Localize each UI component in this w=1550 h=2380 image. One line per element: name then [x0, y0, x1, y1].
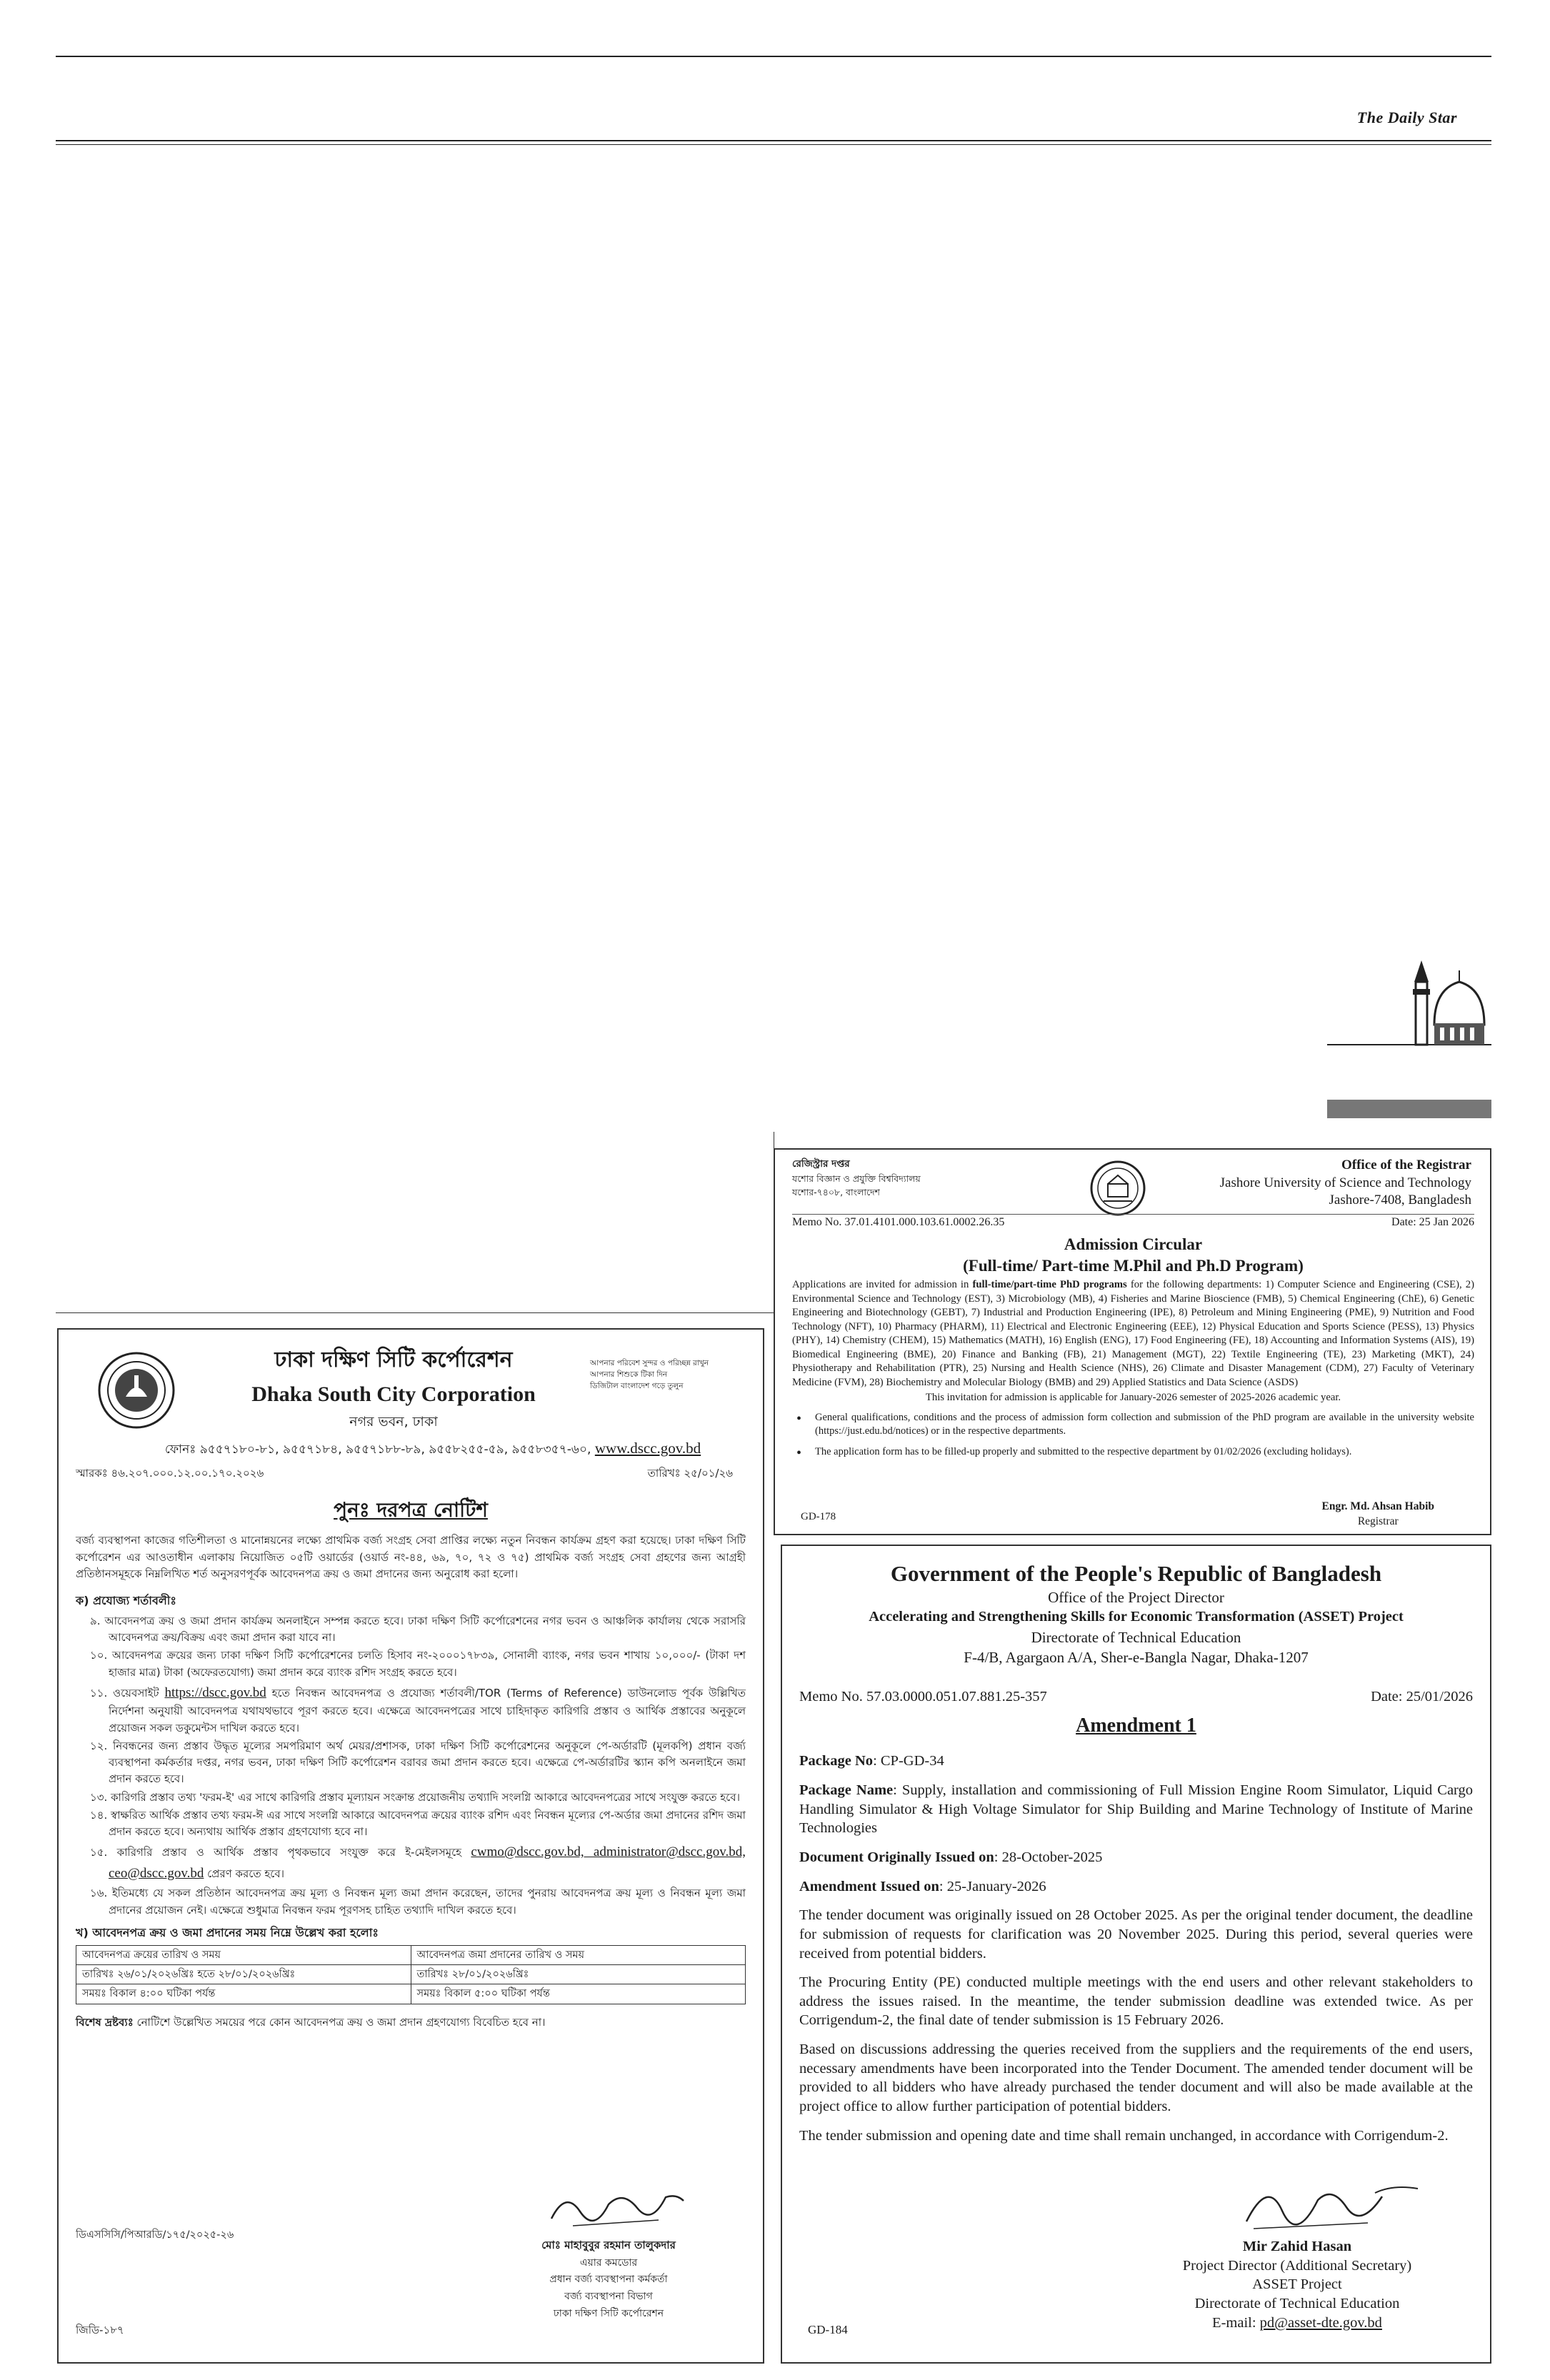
dscc-intro: বর্জ্য ব্যবস্থাপনা কাজের গতিশীলতা ও মানোন্নয়নের লক্ষ্যে প্রাথমিক বর্জ্য সংগ্রহ সেবা প্রাপ্তির লক্ষ্যে নতুন নিবন্ধন কার্যক্রম গ্রহণ করা হয়েছে। ঢাকা দক্ষিণ সিটি কর্পোরেশন এর আওতাধীন এলাকায় নিয়োজিত ০৫টি ওয়ার্ডের (ওয়ার্ড নং-৪৪, ৬৯, ৭০, ৭২ ও ৭৫) প্রাথমিক বর্জ্য সংগ্রহ সেবা গ্রহণের জন্য আগ্রহী প্রতিষ্ঠানসমূহকে নিম্নলিখিত শর্ত অনুসরণপূর্বক আবেদনপত্র ক্রয় ও জমা প্রদানের জন্য অনুরোধ করা হলো।	[76, 1534, 746, 1580]
table-cell: তারিখঃ ২৮/০১/২০২৬খ্রিঃ	[411, 1965, 746, 1984]
dscc-condition-11-link[interactable]: https://dscc.gov.bd	[164, 1684, 266, 1700]
just-title-block	[792, 1234, 1474, 1277]
asset-package-no-label: Package No	[799, 1753, 874, 1769]
just-bullets	[792, 1411, 1474, 1460]
just-body-rest: for the following departments: 1) Computer Science and Engineering (CSE), 2) Environmental Science and Technology (EST), 3) Microbiology (MB), 4) Fisheries and Marine Bioscience (FMB), 5) Chemical Engineering (ChE), 6) Genetic Engineering and Biotechnology (GEBT), 7) Industrial and Production Engineering (IPE), 8) Petroleum and Mining Engineering (PME), 9) Nutrition and Food Technology (NFT), 10) Pharmacy (PHARM), 11) Electrical and Electronic Engineering (EEE), 12) Physical Education and Sports Science (PESS), 13) Physics (PHY), 14) Chemistry (CHEM), 15) Mathematics (MATH), 16) English (ENG), 17) Food Engineering (FE), 18) Accounting and Information Systems (AIS), 19) Biomedical Engineering (BME), 20) Finance and Banking (FB), 21) Management (MGT), 22) Textile Engineering (TE), 23) Marketing (MKT), 24) Physiotherapy and Rehabilitation (PTR), 25) Nursing and Health Science (NHS), 26) Climate and Disaster Management (CDM), 27) Faculty of Veterinary Medicine (FVM), 28) Biochemistry and Molecular Biology (BMB) and 29) Applied Statistics and Data Science (ASDS)	[792, 1279, 1475, 1388]
asset-package-no-value: : CP-GD-34	[873, 1753, 944, 1769]
asset-amendment-title: Amendment 1	[1076, 1714, 1196, 1737]
table-cell: সময়ঃ বিকাল ৪:০০ ঘটিকা পর্যন্ত	[76, 1984, 411, 2004]
dscc-seal-icon	[97, 1351, 176, 1430]
just-header-en-title: Office of the Registrar	[1341, 1158, 1471, 1173]
asset-amendment-ad	[781, 1545, 1491, 2364]
dscc-condition	[76, 1842, 746, 1884]
asset-package-name-value: : Supply, installation and commissioning of Full Mission Engine Room Simulator, Liquid Cargo Handling Simulator & High Voltage Simulator for Ship Building and Marine Technology of Institute of Marine Technologies	[799, 1782, 1474, 1837]
just-body-intro: Applications are invited for admission in	[792, 1279, 969, 1290]
mosque-icon	[1327, 960, 1491, 1103]
asset-directorate: Directorate of Technical Education	[1031, 1628, 1241, 1646]
dscc-schedule-table	[76, 1945, 746, 2004]
dscc-notice-title: পুনঃ দরপত্র নোটিশ	[334, 1498, 488, 1522]
signature-icon	[544, 2176, 687, 2233]
dscc-special-label: বিশেষ দ্রষ্টব্যঃ	[76, 2015, 134, 2029]
just-header-en-line1: Jashore University of Science and Technology	[1219, 1175, 1471, 1190]
just-memo: Memo No. 37.01.4101.000.103.61.0002.26.35	[792, 1216, 1005, 1228]
asset-doc-issued-value: : 28-October-2025	[994, 1849, 1103, 1865]
asset-signer: Mir Zahid Hasan	[1242, 2239, 1352, 2254]
table-row	[76, 1965, 746, 1984]
table-cell: তারিখঃ ২৬/০১/২০২৬খ্রিঃ হতে ২৮/০১/২০২৬খ্রিঃ	[76, 1965, 411, 1984]
asset-memo: Memo No. 57.03.0000.051.07.881.25-357	[799, 1689, 1047, 1705]
dscc-condition-15-label: ১৫. কারিগরি প্রস্তাব ও আর্থিক প্রস্তাব পৃথকভাবে সংযুক্ত করে ই-মেইলসমূহে	[90, 1846, 461, 1859]
dscc-phone-line	[119, 1437, 747, 1460]
asset-address: F-4/B, Agargaon A/A, Sher-e-Bangla Nagar, Dhaka-1207	[964, 1649, 1309, 1667]
dscc-header	[76, 1344, 746, 1490]
just-gd-number: GD-178	[801, 1511, 836, 1522]
gray-bar	[1327, 1100, 1491, 1118]
dscc-slogan-line: আপনার পরিবেশ সুন্দর ও পরিচ্ছন্ন রাখুন	[590, 1359, 709, 1367]
just-bullet-2: • The application form has to be filled-up properly and submitted to the respective department by 01/02/2026 (excluding holidays).	[815, 1445, 1474, 1459]
dscc-signature	[544, 2176, 687, 2233]
just-body-bold: full-time/part-time PhD programs	[972, 1279, 1127, 1290]
dscc-special-text: নোটিশে উল্লেখিত সময়ের পরে কোন আবেদনপত্র ক্রয় ও জমা প্রদান গ্রহণযোগ্য বিবেচিত হবে না।	[136, 2015, 546, 2029]
just-bullet-1: • General qualifications, conditions and the process of admission form collection and submission of the PhD program are available in the university website (https://just.edu.bd/notices) or in the respective departments.	[815, 1411, 1474, 1439]
asset-package-no	[799, 1752, 1473, 1771]
dscc-condition-11-label: ১১. ওয়েবসাইট	[90, 1686, 159, 1699]
asset-date: Date: 25/01/2026	[1371, 1689, 1473, 1705]
asset-email-link[interactable]: pd@asset-dte.gov.bd	[1259, 2314, 1382, 2331]
asset-doc-issued	[799, 1848, 1473, 1867]
asset-doc-issued-label: Document Originally Issued on	[799, 1849, 994, 1865]
asset-paragraph: Based on discussions addressing the queries received from the suppliers and the requirements of the end users, necessary amendments have been incorporated into the Tender Document. The amended tender document will be provided to all bidders who have already purchased the tender document and will also be made available at the project office to allow further participation of potential bidders.	[799, 2042, 1473, 2115]
just-date: Date: 25 Jan 2026	[1391, 1216, 1474, 1228]
table-row	[76, 1984, 746, 2004]
dscc-signer-line: ঢাকা দক্ষিণ সিটি কর্পোরেশন	[553, 2307, 664, 2319]
asset-email-label: E-mail:	[1212, 2314, 1256, 2331]
dscc-condition: ১৬. ইতিমধ্যে যে সকল প্রতিষ্ঠান আবেদনপত্র ক্রয় মূল্য ও নিবন্ধন মূল্য জমা প্রদান করেছেন, তাদের পুনরায় আবেদনপত্র ক্রয় মূল্য ও নিবন্ধন মূল্য জমা প্রদানের প্রয়োজন নেই। এক্ষেত্রে শুধুমাত্র নিবন্ধন ফরম পূরণসহ চাহিত তথ্যাদি দাখিল করতে হবে।	[90, 1887, 746, 1917]
header-rule-thin	[56, 144, 1491, 145]
asset-signer-project: ASSET Project	[1252, 2276, 1342, 2293]
dscc-title-bangla: ঢাকা দক্ষিণ সিটি কর্পোরেশন	[274, 1347, 513, 1372]
dscc-condition-15-rest: প্রেরণ করতে হবে।	[207, 1867, 284, 1880]
just-note: This invitation for admission is applicable for January-2026 semester of 2025-2026 academic year.	[925, 1392, 1341, 1404]
masthead: The Daily Star	[1356, 109, 1457, 126]
just-signer-role: Registrar	[1357, 1515, 1399, 1527]
just-signature-block	[1321, 1500, 1434, 1530]
dscc-condition: ১৪. স্বাক্ষরিত আর্থিক প্রস্তাব তথ্য ফরম-ঈ এর সাথে সংলগ্নি আকারে আবেদনপত্র ক্রয়ের ব্যাংক রশিদ এবং নিবন্ধন মূল্যের পে-অর্ডার জমা প্রদানের রশিদ জমা প্রদান করতে হবে। অন্যথায় আর্থিক প্রস্তাব গ্রহণযোগ্য হবে না।	[90, 1808, 746, 1839]
just-header-bn-title: রেজিস্ট্রার দপ্তর	[792, 1158, 850, 1170]
just-header-bangla	[792, 1157, 1064, 1200]
signature-icon	[1239, 2171, 1425, 2236]
dscc-signer-line: এয়ার কমডোর	[579, 2256, 638, 2269]
asset-signer-role: Project Director (Additional Secretary)	[1182, 2257, 1412, 2274]
header-rule	[56, 140, 1491, 141]
dscc-title-english: Dhaka South City Corporation	[251, 1382, 536, 1406]
just-memo-row	[792, 1214, 1474, 1231]
asset-signature-block	[1147, 2237, 1447, 2332]
top-rule	[56, 56, 1491, 57]
dscc-section-ka: ক) প্রযোজ্য শর্তাবলীঃ	[76, 1594, 176, 1608]
dscc-signer-line: বর্জ্য ব্যবস্থাপনা বিভাগ	[564, 2291, 653, 2303]
dscc-memo: স্মারকঃ ৪৬.২০৭.০০০.১২.০০.১৭০.২০২৬	[76, 1467, 264, 1480]
mosque-illustration	[1327, 960, 1491, 1118]
table-row	[76, 1945, 746, 1964]
asset-package-name	[799, 1781, 1473, 1838]
dscc-condition-15-emails[interactable]: cwmo@dscc.gov.bd, administrator@dscc.gov.bd, ceo@dscc.gov.bd	[109, 1844, 746, 1881]
dscc-signer: মোঃ মাহাবুবুর রহমান তালুকদার	[541, 2239, 676, 2251]
just-subtitle: (Full-time/ Part-time M.Phil and Ph.D Program)	[963, 1256, 1304, 1275]
dscc-slogan	[590, 1358, 754, 1392]
dscc-signature-block	[473, 2236, 744, 2323]
dscc-date: তারিখঃ ২৫/০১/২৬	[647, 1467, 733, 1480]
dscc-website-link[interactable]: www.dscc.gov.bd	[594, 1440, 701, 1457]
dscc-gd-number: জিডি-১৮৭	[76, 2324, 124, 2336]
asset-paragraph: The Procuring Entity (PE) conducted multiple meetings with the end users and other relevant stakeholders to address the issues raised. In the meantime, the tender submission deadline was extended twice. As per Corrigendum-2, the final date of tender submission is 15 February 2026.	[799, 1974, 1473, 2029]
dscc-condition: ১০. আবেদনপত্র ক্রয়ের জন্য ঢাকা দক্ষিণ সিটি কর্পোরেশনের চলতি হিসাব নং-২০০০১৭৮৩৯, সোনালী ব্যাংক, নগর ভবন শাখায় ১০,০০০/- (টাকা দশ হাজার মাত্র) টাকা (অফেরতযোগ্য) জমা প্রদান করে ব্যাংক রশিদ সংগ্রহ করতে হবে।	[90, 1649, 746, 1679]
asset-amend-issued-label: Amendment Issued on	[799, 1878, 939, 1894]
table-cell: আবেদনপত্র ক্রয়ের তারিখ ও সময়	[76, 1945, 411, 1964]
asset-office: Office of the Project Director	[1048, 1588, 1224, 1606]
just-header-bn-line1: যশোর বিজ্ঞান ও প্রযুক্তি বিশ্ববিদ্যালয়	[792, 1173, 921, 1184]
dscc-condition-11-rest: হতে নিবন্ধন আবেদনপত্র ও প্রযোজ্য শর্তাবলী/TOR (Terms of Reference) ডাউনলোড পূর্বক উল্লিখিত নির্দেশনা অনুযায়ী আবেদনপত্র যথাযথভাবে পূরণ করতে হবে। এক্ষেত্রে আবেদনপত্রের সাথে চাহিদাকৃত কারিগরি প্রস্তাব ও আর্থিক প্রস্তাবের অনুকূলে প্রয়োজন সকল ডকুমেন্টস দাখিল করতে হবে।	[109, 1686, 746, 1734]
dscc-slogan-line: ডিজিটাল বাংলাদেশ গড়ে তুলুন	[590, 1381, 684, 1390]
dscc-address: নগর ভবন, ঢাকা	[349, 1414, 438, 1430]
just-title: Admission Circular	[1064, 1235, 1203, 1253]
dscc-slogan-line: আপনার শিশুকে টিকা দিন	[590, 1370, 668, 1379]
just-signer: Engr. Md. Ahsan Habib	[1321, 1500, 1434, 1512]
just-body	[792, 1278, 1474, 1467]
asset-memo-row	[799, 1689, 1473, 1710]
dscc-special-note	[76, 2014, 746, 2031]
dscc-phone: ফোনঃ ৯৫৫৭১৮০-৮১, ৯৫৫৭১৮৪, ৯৫৫৭১৮৮-৮৯, ৯৫৫৮২৫৫-৫৯, ৯৫৫৮৩৫৭-৬০,	[164, 1442, 591, 1457]
asset-amend-issued	[799, 1877, 1473, 1897]
asset-email-line	[1147, 2314, 1447, 2333]
asset-gd-number: GD-184	[808, 2323, 848, 2336]
asset-signer-directorate: Directorate of Technical Education	[1194, 2295, 1400, 2311]
dscc-condition: ১২. নিবন্ধনের জন্য প্রস্তাব উদ্ধৃত মূল্যের সমপরিমাণ অর্থ মেয়র/প্রশাসক, ঢাকা দক্ষিণ সিটি কর্পোরেশনের অনুকূলে পে-অর্ডারটি (মূলকপি) প্রধান বর্জ্য ব্যবস্থাপনা কর্মকর্তার দপ্তর, নগর ভবন, ঢাকা দক্ষিণ সিটি কর্পোরেশন বরাবর জমা প্রদান করতে হবে। এক্ষেত্রে পে-অর্ডারটির স্ক্যান কপি অনলাইনে জমা প্রদান করতে হবে।	[90, 1739, 746, 1786]
table-cell: আবেদনপত্র জমা প্রদানের তারিখ ও সময়	[411, 1945, 746, 1964]
asset-paragraph: The tender document was originally issued on 28 October 2025. As per the original tender document, the deadline for submission of requests for clarification was 20 November 2025. During this period, several queries were received from potential bidders.	[799, 1907, 1473, 1962]
dscc-condition: ৯. আবেদনপত্র ক্রয় ও জমা প্রদান কার্যক্রম অনলাইনে সম্পন্ন করতে হবে। ঢাকা দক্ষিণ সিটি কর্পোরেশনের নগর ভবন ও আঞ্চলিক কার্যালয় থেকে সরাসরি আবেদনপত্র ক্রয়/বিক্রয় এবং জমা প্রদান করা যাবে না।	[90, 1614, 746, 1645]
column-divider	[56, 1312, 774, 1313]
asset-paragraph: The tender submission and opening date and time shall remain unchanged, in accordance with Corrigendum-2.	[799, 2127, 1449, 2144]
dscc-tender-ad	[57, 1328, 764, 2364]
just-body-paragraph	[792, 1278, 1474, 1390]
just-header-bn-line2: যশোর-৭৪০৮, বাংলাদেশ	[792, 1187, 880, 1198]
just-admission-ad	[774, 1148, 1491, 1535]
dscc-condition	[76, 1682, 746, 1737]
table-cell: সময়ঃ বিকাল ৫:০০ ঘটিকা পর্যন্ত	[411, 1984, 746, 2004]
dscc-reference: ডিএসসিসি/পিআরডি/১৭৫/২০২৫-২৬	[76, 2229, 234, 2241]
dscc-section-kha: খ) আবেদনপত্র ক্রয় ও জমা প্রদানের সময় নিম্নে উল্লেখ করা হলোঃ	[76, 1925, 379, 1939]
asset-signature	[1239, 2171, 1425, 2236]
asset-amend-issued-value: : 25-January-2026	[939, 1878, 1046, 1894]
asset-package-name-label: Package Name	[799, 1782, 894, 1799]
asset-government-title: Government of the People's Republic of Bangladesh	[890, 1561, 1382, 1586]
just-seal-icon	[1089, 1160, 1146, 1217]
asset-project: Accelerating and Strengthening Skills for Economic Transformation (ASSET) Project	[869, 1609, 1404, 1625]
just-header-english	[1171, 1157, 1471, 1210]
dscc-condition: ১৩. কারিগরি প্রস্তাব তথ্য 'ফরম-ই' এর সাথে কারিগরি প্রস্তাব মূল্যায়ন সংক্রান্ত প্রয়োজনীয় তথ্যাদি সংলগ্নি আকারে আবেদনপত্রের সাথে সংযুক্ত করতে হবে।	[90, 1790, 740, 1804]
just-header-en-line2: Jashore-7408, Bangladesh	[1329, 1192, 1471, 1208]
dscc-signer-line: প্রধান বর্জ্য ব্যবস্থাপনা কর্মকর্তা	[549, 2274, 668, 2286]
